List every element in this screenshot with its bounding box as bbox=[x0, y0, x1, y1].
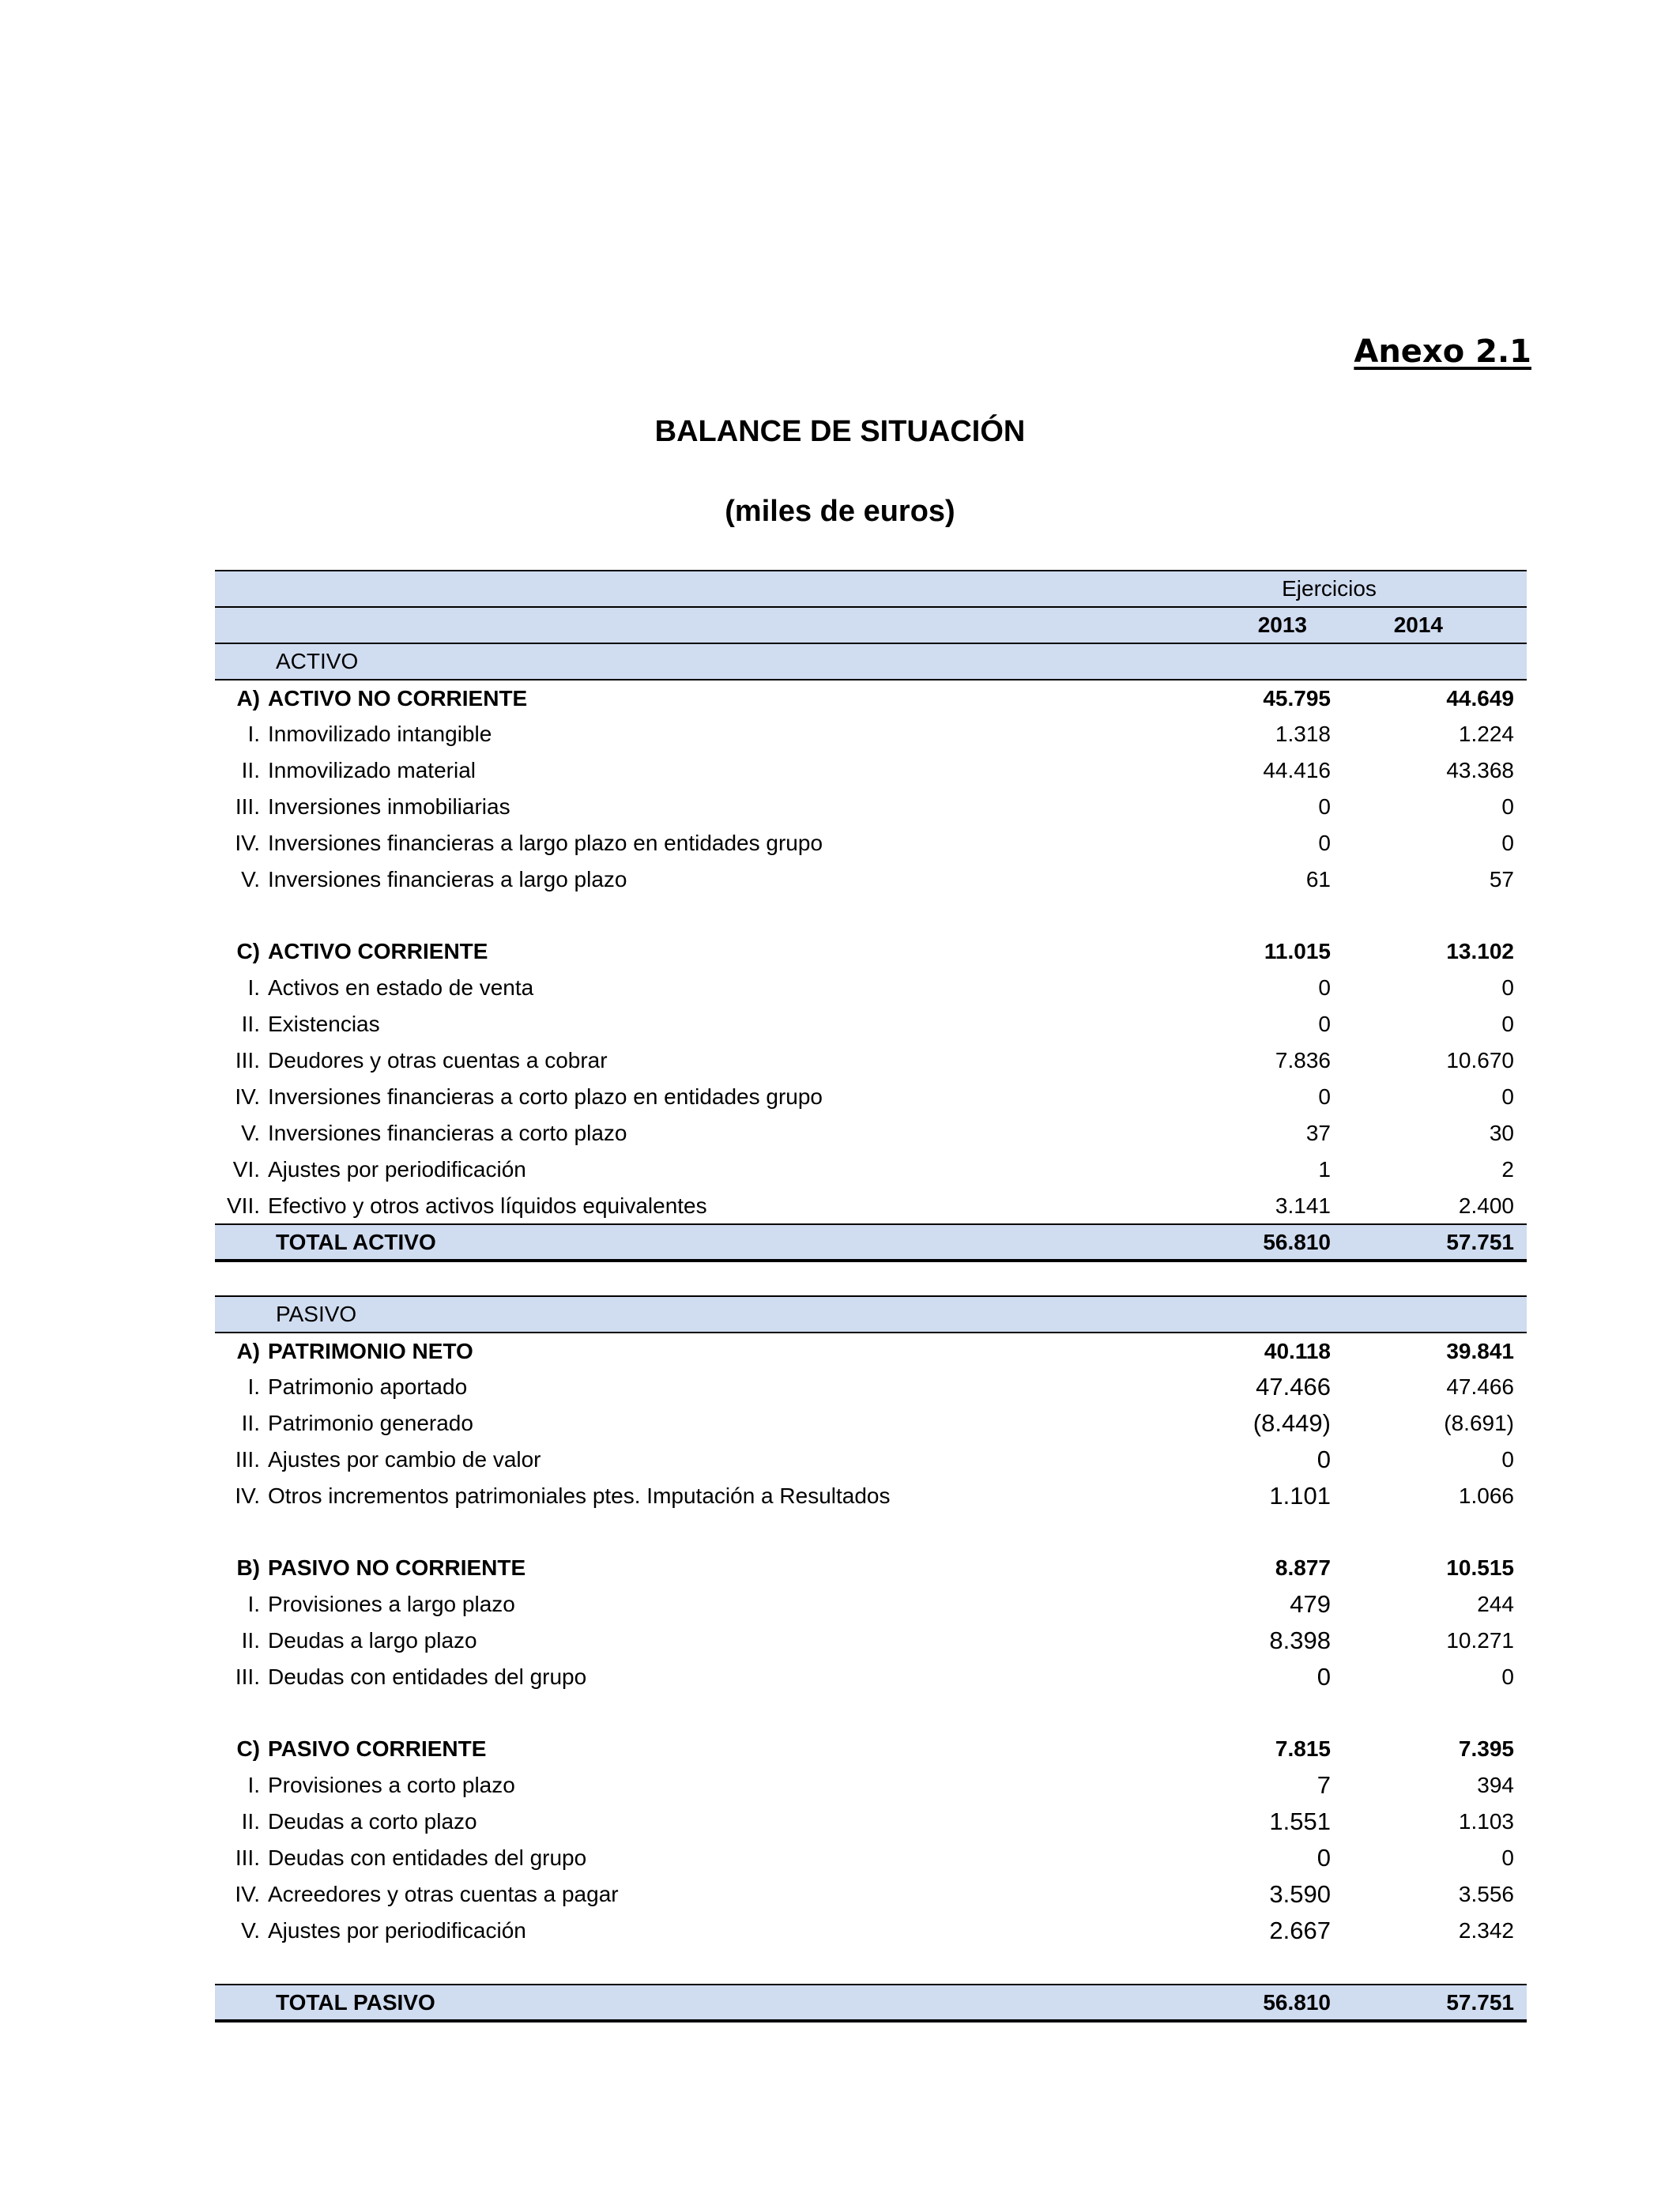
header-ejercicios: Ejercicios bbox=[1132, 571, 1527, 607]
group-code: C) bbox=[236, 1736, 260, 1761]
item-roman: II. bbox=[241, 1809, 260, 1834]
item-value-2013: 7 bbox=[1317, 1771, 1331, 1799]
item-value-2014: 1.224 bbox=[1458, 722, 1514, 746]
item-roman: I. bbox=[247, 1592, 260, 1616]
section-empty bbox=[1132, 1296, 1343, 1333]
group-value-2013: 8.877 bbox=[1275, 1555, 1331, 1580]
item-value-2014: 0 bbox=[1501, 1012, 1514, 1036]
spacer-cell bbox=[1132, 1261, 1343, 1296]
header-row-years bbox=[215, 607, 1527, 643]
item-value-2013: 7.836 bbox=[1275, 1048, 1331, 1072]
group-value-2013: 45.795 bbox=[1263, 685, 1331, 711]
total-label: TOTAL ACTIVO bbox=[268, 1224, 1132, 1261]
group-value-2014: 39.841 bbox=[1446, 1338, 1514, 1363]
item-value-2013: 0 bbox=[1317, 1446, 1331, 1473]
item-value-2014: 394 bbox=[1477, 1773, 1514, 1797]
table-row bbox=[215, 1876, 1527, 1913]
table-row bbox=[215, 1442, 1527, 1478]
item-value-2013: 8.398 bbox=[1269, 1627, 1331, 1654]
item-value-2014: 3.556 bbox=[1458, 1882, 1514, 1906]
item-value-2013: 61 bbox=[1305, 867, 1331, 892]
item-roman: IV. bbox=[235, 831, 260, 855]
item-label: Inversiones financieras a corto plazo bbox=[268, 1121, 627, 1145]
item-value-2013: 44.416 bbox=[1263, 758, 1331, 782]
header-year-2013: 2013 bbox=[1132, 607, 1343, 643]
table-row bbox=[215, 825, 1527, 861]
balance-table bbox=[215, 570, 1527, 2022]
spacer-cell bbox=[1132, 1949, 1343, 1985]
table-row bbox=[215, 1079, 1527, 1115]
item-roman: II. bbox=[241, 1411, 260, 1435]
item-value-2013: 0 bbox=[1318, 831, 1331, 855]
group-code: A) bbox=[236, 1338, 260, 1363]
group-value-2014: 13.102 bbox=[1446, 939, 1514, 963]
spacer-cell bbox=[1343, 1695, 1527, 1731]
total-pasivo-row bbox=[215, 1985, 1527, 2021]
total-value-2013: 56.810 bbox=[1132, 1985, 1343, 2021]
item-value-2013: 3.141 bbox=[1275, 1193, 1331, 1218]
spacer-cell bbox=[268, 1514, 1132, 1550]
spacer-cell bbox=[268, 1949, 1132, 1985]
group-label: ACTIVO CORRIENTE bbox=[268, 939, 488, 963]
item-label: Existencias bbox=[268, 1012, 380, 1036]
group-code: B) bbox=[236, 1555, 260, 1580]
item-label: Ajustes por periodificación bbox=[268, 1157, 526, 1182]
item-value-2013: 47.466 bbox=[1256, 1373, 1331, 1400]
item-value-2014: 30 bbox=[1489, 1121, 1514, 1145]
item-value-2013: 1.318 bbox=[1275, 722, 1331, 746]
total-activo-row bbox=[215, 1224, 1527, 1261]
item-roman: I. bbox=[247, 722, 260, 746]
section-header-row bbox=[215, 643, 1527, 680]
item-label: Deudas con entidades del grupo bbox=[268, 1664, 587, 1689]
item-roman: III. bbox=[235, 1447, 260, 1472]
table-row bbox=[215, 1804, 1527, 1840]
item-label: Patrimonio generado bbox=[268, 1411, 473, 1435]
section-header-row bbox=[215, 1296, 1527, 1333]
group-code: C) bbox=[236, 939, 260, 963]
item-value-2013: 3.590 bbox=[1269, 1880, 1331, 1908]
group-value-2014: 44.649 bbox=[1446, 685, 1514, 711]
item-value-2014: 1.066 bbox=[1458, 1483, 1514, 1508]
item-roman: IV. bbox=[235, 1084, 260, 1109]
spacer-cell bbox=[215, 1514, 268, 1550]
group-value-2013: 11.015 bbox=[1264, 939, 1331, 963]
item-roman: V. bbox=[241, 867, 260, 892]
table-row bbox=[215, 970, 1527, 1006]
section-empty bbox=[1343, 1296, 1527, 1333]
spacer-cell bbox=[1343, 1949, 1527, 1985]
item-value-2014: 244 bbox=[1477, 1592, 1514, 1616]
table-row bbox=[215, 1586, 1527, 1623]
item-label: Inversiones financieras a corto plazo en entidades grupo bbox=[268, 1084, 823, 1109]
item-roman: I. bbox=[247, 975, 260, 1000]
table-row bbox=[215, 1006, 1527, 1042]
item-value-2014: 43.368 bbox=[1446, 758, 1514, 782]
item-value-2013: 479 bbox=[1290, 1590, 1331, 1618]
table-row bbox=[215, 752, 1527, 789]
spacer-cell bbox=[1343, 898, 1527, 933]
total-spacer bbox=[215, 1985, 268, 2021]
item-value-2014: 10.271 bbox=[1446, 1628, 1514, 1653]
item-label: Inmovilizado intangible bbox=[268, 722, 492, 746]
item-value-2014: 10.670 bbox=[1446, 1048, 1514, 1072]
spacer-row bbox=[215, 898, 1527, 933]
group-value-2014: 7.395 bbox=[1458, 1736, 1514, 1761]
item-label: Provisiones a corto plazo bbox=[268, 1773, 515, 1797]
item-value-2014: 0 bbox=[1501, 975, 1514, 1000]
annex-label: Anexo 2.1 bbox=[1354, 334, 1531, 370]
item-value-2013: 1 bbox=[1318, 1157, 1331, 1182]
spacer-cell bbox=[1343, 1514, 1527, 1550]
balance-table-body bbox=[215, 571, 1527, 2021]
group-code: A) bbox=[236, 685, 260, 711]
spacer-row bbox=[215, 1949, 1527, 1985]
item-label: Inversiones inmobiliarias bbox=[268, 794, 510, 819]
page-subtitle: (miles de euros) bbox=[725, 495, 955, 528]
table-row bbox=[215, 1369, 1527, 1405]
total-spacer bbox=[215, 1224, 268, 1261]
item-label: Efectivo y otros activos líquidos equivalentes bbox=[268, 1193, 707, 1218]
section-label: ACTIVO bbox=[268, 643, 1132, 680]
table-row bbox=[215, 1767, 1527, 1804]
item-roman: VI. bbox=[232, 1157, 260, 1182]
item-label: Patrimonio aportado bbox=[268, 1374, 468, 1399]
table-row bbox=[215, 1042, 1527, 1079]
item-roman: IV. bbox=[235, 1882, 260, 1906]
table-row bbox=[215, 1152, 1527, 1188]
item-value-2013: 0 bbox=[1318, 975, 1331, 1000]
group-label: PASIVO CORRIENTE bbox=[268, 1736, 487, 1761]
section-spacer bbox=[215, 1296, 268, 1333]
table-row bbox=[215, 861, 1527, 898]
item-value-2014: (8.691) bbox=[1444, 1411, 1514, 1435]
item-value-2014: 0 bbox=[1501, 831, 1514, 855]
table-row bbox=[215, 1840, 1527, 1876]
section-empty bbox=[1132, 643, 1343, 680]
table-row bbox=[215, 1115, 1527, 1152]
item-label: Inmovilizado material bbox=[268, 758, 476, 782]
item-label: Activos en estado de venta bbox=[268, 975, 534, 1000]
item-label: Provisiones a largo plazo bbox=[268, 1592, 515, 1616]
group-label: PASIVO NO CORRIENTE bbox=[268, 1555, 526, 1580]
item-value-2014: 0 bbox=[1501, 1664, 1514, 1689]
total-label: TOTAL PASIVO bbox=[268, 1985, 1132, 2021]
group-label: PATRIMONIO NETO bbox=[268, 1338, 473, 1363]
header-year-2014: 2014 bbox=[1343, 607, 1527, 643]
group-row bbox=[215, 1333, 1527, 1369]
table-row bbox=[215, 1478, 1527, 1514]
section-label: PASIVO bbox=[268, 1296, 1132, 1333]
total-value-2013: 56.810 bbox=[1132, 1224, 1343, 1261]
item-value-2014: 2 bbox=[1501, 1157, 1514, 1182]
table-row bbox=[215, 1659, 1527, 1695]
group-row bbox=[215, 1731, 1527, 1767]
spacer-cell bbox=[268, 1695, 1132, 1731]
group-row bbox=[215, 680, 1527, 716]
page-title: BALANCE DE SITUACIÓN bbox=[654, 415, 1026, 448]
table-row bbox=[215, 789, 1527, 825]
spacer-cell bbox=[1132, 1514, 1343, 1550]
item-roman: II. bbox=[241, 758, 260, 782]
spacer-cell bbox=[215, 1261, 268, 1296]
item-value-2013: 2.667 bbox=[1269, 1917, 1331, 1944]
group-row bbox=[215, 1550, 1527, 1586]
item-roman: II. bbox=[241, 1628, 260, 1653]
item-value-2014: 2.400 bbox=[1458, 1193, 1514, 1218]
spacer-cell bbox=[1343, 1261, 1527, 1296]
group-label: ACTIVO NO CORRIENTE bbox=[268, 685, 528, 711]
item-roman: III. bbox=[235, 1664, 260, 1689]
item-value-2014: 0 bbox=[1501, 794, 1514, 819]
item-roman: III. bbox=[235, 1845, 260, 1870]
item-label: Deudores y otras cuentas a cobrar bbox=[268, 1048, 608, 1072]
item-value-2014: 0 bbox=[1501, 1084, 1514, 1109]
item-label: Deudas a largo plazo bbox=[268, 1628, 477, 1653]
item-label: Ajustes por cambio de valor bbox=[268, 1447, 541, 1472]
spacer-cell bbox=[215, 1695, 268, 1731]
item-roman: I. bbox=[247, 1773, 260, 1797]
table-row bbox=[215, 1623, 1527, 1659]
item-value-2013: 0 bbox=[1318, 794, 1331, 819]
spacer-cell bbox=[215, 1949, 268, 1985]
spacer-cell bbox=[1132, 1695, 1343, 1731]
item-label: Otros incrementos patrimoniales ptes. Imputación a Resultados bbox=[268, 1483, 891, 1508]
item-roman: VII. bbox=[226, 1193, 260, 1218]
total-value-2014: 57.751 bbox=[1343, 1224, 1527, 1261]
item-value-2013: 0 bbox=[1318, 1012, 1331, 1036]
section-spacer bbox=[215, 643, 268, 680]
table-row bbox=[215, 1913, 1527, 1949]
item-value-2014: 0 bbox=[1501, 1447, 1514, 1472]
item-label: Deudas con entidades del grupo bbox=[268, 1845, 587, 1870]
spacer-row bbox=[215, 1514, 1527, 1550]
spacer-row bbox=[215, 1695, 1527, 1731]
group-value-2014: 10.515 bbox=[1446, 1555, 1514, 1580]
item-value-2014: 1.103 bbox=[1458, 1809, 1514, 1834]
group-value-2013: 40.118 bbox=[1264, 1338, 1331, 1363]
item-roman: IV. bbox=[235, 1483, 260, 1508]
item-value-2014: 57 bbox=[1489, 867, 1514, 892]
spacer-cell bbox=[268, 1261, 1132, 1296]
table-row bbox=[215, 716, 1527, 752]
spacer-cell bbox=[215, 898, 268, 933]
item-label: Deudas a corto plazo bbox=[268, 1809, 477, 1834]
item-value-2013: (8.449) bbox=[1252, 1409, 1331, 1437]
group-value-2013: 7.815 bbox=[1275, 1736, 1331, 1761]
table-row bbox=[215, 1188, 1527, 1224]
item-roman: III. bbox=[235, 794, 260, 819]
item-value-2013: 0 bbox=[1318, 1084, 1331, 1109]
section-empty bbox=[1343, 643, 1527, 680]
table-row bbox=[215, 1405, 1527, 1442]
item-label: Inversiones financieras a largo plazo en entidades grupo bbox=[268, 831, 823, 855]
item-label: Acreedores y otras cuentas a pagar bbox=[268, 1882, 619, 1906]
header-row-group bbox=[215, 571, 1527, 607]
item-value-2013: 0 bbox=[1317, 1844, 1331, 1872]
item-value-2014: 47.466 bbox=[1446, 1374, 1514, 1399]
item-label: Inversiones financieras a largo plazo bbox=[268, 867, 627, 892]
item-roman: V. bbox=[241, 1121, 260, 1145]
item-value-2013: 37 bbox=[1305, 1121, 1331, 1145]
item-roman: V. bbox=[241, 1918, 260, 1943]
item-value-2013: 1.101 bbox=[1269, 1482, 1331, 1510]
spacer-cell bbox=[268, 898, 1132, 933]
spacer-row bbox=[215, 1261, 1527, 1296]
item-value-2014: 2.342 bbox=[1458, 1918, 1514, 1943]
item-roman: III. bbox=[235, 1048, 260, 1072]
item-roman: II. bbox=[241, 1012, 260, 1036]
group-row bbox=[215, 933, 1527, 970]
item-roman: I. bbox=[247, 1374, 260, 1399]
item-label: Ajustes por periodificación bbox=[268, 1918, 526, 1943]
item-value-2014: 0 bbox=[1501, 1845, 1514, 1870]
total-value-2014: 57.751 bbox=[1343, 1985, 1527, 2021]
item-value-2013: 0 bbox=[1317, 1663, 1331, 1691]
spacer-cell bbox=[1132, 898, 1343, 933]
item-value-2013: 1.551 bbox=[1269, 1808, 1331, 1835]
